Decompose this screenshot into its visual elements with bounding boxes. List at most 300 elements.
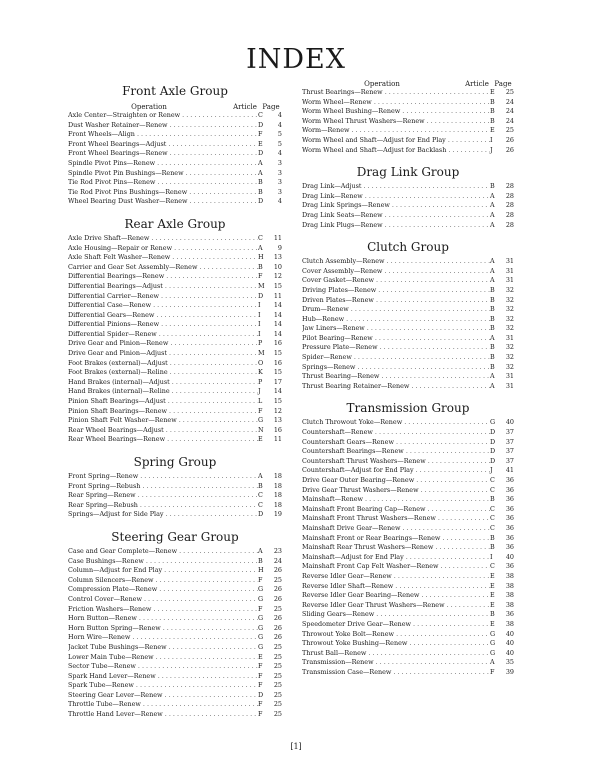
operation-text: Speedometer Drive Gear—Renew . . .: [302, 620, 490, 630]
page-number-ref: 3: [277, 158, 282, 167]
page-number-ref: 4: [277, 120, 282, 129]
index-entry: [68, 653, 282, 663]
index-entry: [302, 649, 514, 659]
index-entry: [68, 282, 282, 292]
operation-text: Differential Gears—Renew . . .: [68, 311, 258, 321]
operation-text: Case and Gear Complete—Renew . . .: [68, 547, 258, 557]
article-letter: E: [490, 619, 495, 628]
operation-text: Cover Gasket—Renew . . .: [302, 276, 490, 286]
operation-text: Spark Hand Lever—Renew . . .: [68, 672, 258, 682]
page-number-ref: 24: [505, 107, 514, 116]
index-entry: [68, 378, 282, 388]
index-entry: [302, 601, 514, 611]
page-number-ref: 28: [505, 191, 514, 200]
article-letter: C: [258, 491, 263, 500]
index-entry: [68, 416, 282, 426]
page-number-ref: 16: [273, 358, 282, 367]
index-entry: [68, 624, 282, 634]
page-number-ref: 18: [273, 491, 282, 500]
page-number-ref: 25: [273, 662, 282, 671]
operation-text: Drag Link Springs—Renew . . .: [302, 201, 490, 211]
operation-text: Carrier and Gear Set Assembly—Renew . . .: [68, 263, 258, 273]
index-group-continued-group: [302, 78, 514, 159]
index-entry: [302, 353, 514, 363]
article-letter: A: [490, 201, 495, 210]
article-letter: F: [258, 604, 263, 613]
index-entry: [302, 201, 514, 211]
page-number-ref: 38: [505, 600, 514, 609]
index-entry: [68, 510, 282, 520]
page-number-ref: 32: [505, 324, 514, 333]
index-entry: [302, 192, 514, 202]
index-entry: [302, 514, 514, 524]
operation-text: Countershaft—Renew . . .: [302, 428, 490, 438]
index-entry: [302, 457, 514, 467]
article-letter: B: [490, 116, 495, 125]
operation-text: Mainshaft Front or Rear Bearings—Renew . . .: [302, 534, 490, 544]
operation-text: Mainshaft—Renew . . .: [302, 495, 490, 505]
article-letter: D: [258, 510, 264, 519]
page-number-ref: 32: [505, 353, 514, 362]
index-entry: [68, 633, 282, 643]
page-number-ref: 4: [277, 149, 282, 158]
article-letter: E: [490, 581, 495, 590]
page-number-ref: 25: [273, 710, 282, 719]
index-entry: [302, 524, 514, 534]
group-title: Drag Link Group: [356, 165, 460, 180]
article-letter: A: [490, 257, 495, 266]
operation-text: Hand Brakes (internal)—Reline . . .: [68, 387, 258, 397]
operation-text: Clutch Throwout Yoke—Renew . . .: [302, 418, 490, 428]
page-number-ref: 26: [273, 623, 282, 632]
article-letter: M: [258, 349, 265, 358]
article-letter: D: [490, 456, 496, 465]
article-letter: C: [490, 485, 495, 494]
page-number-ref: 23: [273, 546, 282, 555]
operation-text: Front Wheels—Align . . .: [68, 130, 258, 140]
article-letter: C: [258, 500, 263, 509]
article-letter: B: [490, 295, 495, 304]
article-letter: E: [490, 88, 495, 96]
index-entry: [68, 197, 282, 207]
operation-text: Column Silencers—Renew . . .: [68, 576, 258, 586]
operation-text: Throwout Yoke Bolt—Renew . . .: [302, 630, 490, 640]
article-letter: F: [258, 671, 263, 680]
article-letter: B: [490, 353, 495, 362]
index-entry: [302, 610, 514, 620]
page-number-ref: 10: [273, 262, 282, 271]
page-number-ref: 26: [273, 633, 282, 642]
index-entry: [68, 330, 282, 340]
operation-text: Differential Bearings—Adjust . . .: [68, 282, 258, 292]
operation-text: Drive Gear Outer Bearing—Renew . . .: [302, 476, 490, 486]
index-entry: [302, 267, 514, 277]
article-letter: A: [490, 210, 495, 219]
operation-text: Front Spring—Rebush . . .: [68, 482, 258, 492]
page-number-ref: 37: [505, 456, 514, 465]
article-letter: A: [490, 191, 495, 200]
operation-text: Throwout Yoke Bushing—Renew . . .: [302, 639, 490, 649]
operation-text: Spindle Pivot Pin Bushings—Renew . . .: [68, 169, 258, 179]
index-entry: [68, 339, 282, 349]
article-letter: G: [490, 639, 496, 648]
operation-text: Foot Brakes (external)—Reline . . .: [68, 368, 258, 378]
article-letter: B: [258, 262, 263, 271]
article-letter: C: [490, 514, 495, 523]
operation-text: Countershaft Bearings—Renew . . .: [302, 447, 490, 457]
article-letter: A: [490, 220, 495, 229]
index-entry: [68, 253, 282, 263]
index-entry: [302, 382, 514, 392]
page-number-ref: 36: [505, 485, 514, 494]
index-entry: [68, 397, 282, 407]
index-entry: [302, 562, 514, 572]
article-letter: L: [258, 397, 263, 406]
page-header: Page: [494, 80, 512, 88]
index-entry: [302, 221, 514, 231]
page-number-ref: 32: [505, 305, 514, 314]
operation-text: Differential Case—Renew . . .: [68, 301, 258, 311]
index-entry: [68, 130, 282, 140]
article-letter: B: [490, 107, 495, 116]
page-number-ref: 16: [273, 425, 282, 434]
page-number-ref: 11: [273, 291, 282, 300]
article-letter: F: [490, 667, 495, 676]
index-entry: [68, 169, 282, 179]
operation-text: Mainshaft Front Bearing Cap—Renew . . .: [302, 505, 490, 515]
page-number-ref: 40: [505, 552, 514, 561]
article-letter: F: [258, 575, 263, 584]
article-letter: A: [258, 243, 263, 252]
article-letter: G: [258, 623, 264, 632]
group-title: Spring Group: [133, 455, 217, 469]
operation-text: Pinion Shaft Bearings—Adjust . . .: [68, 397, 258, 407]
index-entry: [68, 111, 282, 121]
page-number-ref: 38: [505, 581, 514, 590]
article-letter: E: [490, 600, 495, 609]
operation-text: Tie Rod Pivot Pins Bushings—Renew . . .: [68, 188, 258, 198]
page-number-ref: 41: [505, 466, 514, 475]
page-number-ref: 26: [273, 614, 282, 623]
article-letter: B: [258, 187, 263, 196]
operation-text: Rear Spring—Rebush . . .: [68, 501, 258, 511]
index-entry: [302, 343, 514, 353]
operation-text: Control Cover—Renew . . .: [68, 595, 258, 605]
operation-text: Springs—Adjust for Side Play . . .: [68, 510, 258, 520]
operation-text: Steering Gear Lever—Renew . . .: [68, 691, 258, 701]
operation-text: Worm Wheel and Shaft—Adjust for Backlash . . .: [302, 146, 490, 156]
page-number-ref: 13: [273, 253, 282, 262]
page-number-ref: 26: [273, 594, 282, 603]
operation-text: Worm Wheel Thrust Washers—Renew . . .: [302, 117, 490, 127]
article-letter: A: [258, 546, 263, 555]
article-letter: I: [258, 301, 261, 310]
page-number-ref: 37: [505, 437, 514, 446]
index-entry: [68, 566, 282, 576]
article-letter: P: [258, 377, 263, 386]
index-entry: [302, 286, 514, 296]
page-number-ref: 32: [505, 362, 514, 371]
index-entry: [302, 372, 514, 382]
page-number-ref: 11: [273, 233, 282, 242]
operation-text: Drum—Renew . . .: [302, 305, 490, 315]
article-letter: D: [490, 437, 496, 446]
operation-text: Countershaft Gears—Renew . . .: [302, 438, 490, 448]
operation-text: Thrust Bearing—Renew . . .: [302, 372, 490, 382]
operation-text: Spider—Renew . . .: [302, 353, 490, 363]
article-letter: B: [490, 610, 495, 619]
index-entry: [68, 368, 282, 378]
operation-text: Friction Washers—Renew . . .: [68, 605, 258, 615]
page-number-ref: 13: [273, 416, 282, 425]
page-number-ref: 36: [505, 514, 514, 523]
index-entry: [68, 472, 282, 482]
index-entry: [68, 234, 282, 244]
operation-text: Springs—Renew . . .: [302, 363, 490, 373]
page-title: INDEX: [246, 44, 346, 75]
page-number-ref: 4: [277, 197, 282, 206]
operation-text: Jacket Tube Bushings—Renew . . .: [68, 643, 258, 653]
article-letter: B: [258, 556, 263, 565]
article-letter: K: [258, 368, 263, 377]
article-letter: A: [490, 381, 495, 390]
index-group-rear-axle-group: [68, 217, 282, 449]
page-number-ref: 31: [505, 333, 514, 342]
group-title: Clutch Group: [367, 240, 449, 255]
index-entry: [302, 117, 514, 127]
page-number-ref: 36: [505, 476, 514, 484]
page-number-ref: 40: [505, 629, 514, 638]
operation-text: Worm Wheel—Renew . . .: [302, 98, 490, 108]
index-entry: [68, 643, 282, 653]
operation-text: Jaw Liners—Renew . . .: [302, 324, 490, 334]
article-letter: D: [258, 291, 264, 300]
page-number-ref: 31: [505, 381, 514, 390]
operation-text: Mainshaft Rear Thrust Washers—Renew . . .: [302, 543, 490, 553]
page-number-ref: 24: [273, 556, 282, 565]
article-letter: D: [258, 120, 264, 129]
article-letter: D: [490, 447, 496, 456]
index-entry: [68, 585, 282, 595]
operation-text: Pinion Shaft Bearings—Renew . . .: [68, 407, 258, 417]
index-entry: [302, 553, 514, 563]
operation-text: Axle Shaft Felt Washer—Renew . . .: [68, 253, 258, 263]
index-group-spring-group: [68, 455, 282, 524]
page-number-ref: 28: [505, 220, 514, 229]
page-number-ref: 31: [505, 257, 514, 266]
article-letter: G: [258, 614, 264, 623]
article-letter: I: [490, 135, 493, 144]
page-number-ref: 18: [273, 481, 282, 490]
operation-text: Tie Rod Pivot Pins—Renew . . .: [68, 178, 258, 188]
operation-header: Operation: [364, 80, 400, 88]
index-group-steering-gear-group: [68, 530, 282, 724]
index-entry: [302, 418, 514, 428]
page-number-ref: 28: [505, 201, 514, 210]
index-entry: [302, 334, 514, 344]
page-number-ref: 15: [273, 368, 282, 377]
article-letter: B: [258, 481, 263, 490]
page-number-ref: 32: [505, 295, 514, 304]
operation-text: Rear Wheel Bearings—Renew . . .: [68, 435, 258, 445]
index-group-transmission-group: [302, 401, 514, 681]
article-letter: J: [258, 387, 261, 396]
page-number-ref: 3: [277, 178, 282, 187]
operation-text: Mainshaft Front Thrust Washers—Renew . . .: [302, 514, 490, 524]
operation-text: Countershaft Thrust Washers—Renew . . .: [302, 457, 490, 467]
article-letter: B: [490, 314, 495, 323]
article-letter: I: [258, 310, 261, 319]
operation-text: Cover Assembly—Renew . . .: [302, 267, 490, 277]
operation-text: Reverse Idler Shaft—Renew . . .: [302, 582, 490, 592]
article-letter: J: [490, 145, 493, 154]
page-number-ref: 24: [505, 97, 514, 106]
operation-text: Transmission—Renew . . .: [302, 658, 490, 668]
page-number-ref: 28: [505, 210, 514, 219]
index-entry: [68, 159, 282, 169]
index-entry: [302, 505, 514, 515]
index-entry: [302, 630, 514, 640]
operation-text: Wheel Bearing Dust Washer—Renew . . .: [68, 197, 258, 207]
index-entry: [302, 591, 514, 601]
article-letter: A: [490, 266, 495, 275]
page-number-ref: 14: [273, 329, 282, 338]
page-number-ref: 11: [273, 435, 282, 444]
page-number-ref: 32: [505, 343, 514, 352]
index-entry: [302, 620, 514, 630]
page-number-ref: 31: [505, 276, 514, 285]
page-number-ref: 25: [273, 690, 282, 699]
article-letter: A: [490, 333, 495, 342]
page-number-ref: 32: [505, 314, 514, 323]
operation-text: Thrust Bearings—Renew . . .: [302, 88, 490, 98]
operation-text: Drive Gear and Pinion—Adjust . . .: [68, 349, 258, 359]
article-letter: P: [258, 339, 263, 348]
operation-text: Driving Plates—Renew . . .: [302, 286, 490, 296]
page-number-ref: 19: [273, 510, 282, 519]
page-number-ref: 36: [505, 504, 514, 513]
article-letter: B: [490, 362, 495, 371]
page-number-ref: 36: [505, 543, 514, 552]
operation-text: Hand Brakes (internal)—Adjust . . .: [68, 378, 258, 388]
operation-text: Differential Carrier—Renew . . .: [68, 292, 258, 302]
index-entry: [302, 582, 514, 592]
article-letter: B: [490, 533, 495, 542]
page-number-ref: 15: [273, 397, 282, 406]
operation-text: Thrust Ball—Renew . . .: [302, 649, 490, 659]
article-header: Article: [233, 103, 257, 111]
page-number-ref: 25: [505, 126, 514, 135]
article-letter: G: [258, 633, 264, 642]
operation-text: Countershaft—Adjust for End Play . . .: [302, 466, 490, 476]
operation-text: Front Wheel Bearings—Renew . . .: [68, 149, 258, 159]
operation-text: Worm—Renew . . .: [302, 126, 490, 136]
page-number-ref: 9: [277, 243, 282, 252]
index-entry: [68, 387, 282, 397]
index-entry: [68, 272, 282, 282]
index-entry: [302, 136, 514, 146]
page-number-ref: 14: [273, 310, 282, 319]
article-letter: B: [490, 97, 495, 106]
operation-text: Drive Gear and Pinion—Renew . . .: [68, 339, 258, 349]
index-entry: [302, 182, 514, 192]
article-letter: H: [258, 253, 264, 262]
article-letter: G: [258, 585, 264, 594]
article-letter: G: [258, 594, 264, 603]
operation-text: Mainshaft Front Cap Felt Washer—Renew . . .: [302, 562, 490, 572]
index-entry: [68, 292, 282, 302]
operation-text: Reverse Idler Gear Bearing—Renew . . .: [302, 591, 490, 601]
page-number-ref: 18: [273, 472, 282, 480]
right-column: [302, 78, 514, 681]
operation-text: Drive Gear Thrust Washers—Renew . . .: [302, 486, 490, 496]
operation-text: Horn Button Spring—Renew . . .: [68, 624, 258, 634]
page-number-ref: 26: [505, 145, 514, 154]
article-letter: F: [258, 681, 263, 690]
article-letter: B: [490, 305, 495, 314]
page-number-ref: 36: [505, 610, 514, 619]
index-entry: [302, 486, 514, 496]
page-number-ref: 35: [505, 658, 514, 667]
index-entry: [302, 495, 514, 505]
page-header: Page: [262, 103, 280, 111]
page-number-ref: 25: [505, 88, 514, 96]
page-number-ref: 37: [505, 447, 514, 456]
index-entry: [302, 466, 514, 476]
index-entry: [68, 407, 282, 417]
article-letter: F: [258, 710, 263, 719]
index-entry: [302, 476, 514, 486]
page-number-ref: 40: [505, 639, 514, 648]
index-entry: [68, 691, 282, 701]
article-letter: I: [258, 320, 261, 329]
index-entry: [68, 710, 282, 720]
index-entry: [302, 211, 514, 221]
article-letter: F: [258, 700, 263, 709]
operation-text: Transmission Case—Renew . . .: [302, 668, 490, 678]
page-number-ref: 5: [277, 130, 282, 139]
article-letter: C: [490, 523, 495, 532]
group-title: Transmission Group: [346, 401, 470, 416]
page-number-ref: 26: [273, 585, 282, 594]
page-number-ref: 24: [505, 116, 514, 125]
operation-text: Horn Wire—Renew . . .: [68, 633, 258, 643]
article-letter: B: [490, 324, 495, 333]
article-letter: J: [490, 466, 493, 475]
article-letter: C: [258, 111, 263, 119]
operation-text: Drag Link Plugs—Renew . . .: [302, 221, 490, 231]
operation-text: Rear Wheel Bearings—Adjust . . .: [68, 426, 258, 436]
page-number-ref: 25: [273, 604, 282, 613]
index-entry: [68, 662, 282, 672]
article-letter: C: [490, 562, 495, 571]
article-letter: B: [490, 182, 495, 191]
operation-text: Axle Housing—Repair or Renew . . .: [68, 244, 258, 254]
operation-header: Operation: [131, 103, 167, 111]
operation-text: Foot Brakes (external)—Adjust . . .: [68, 359, 258, 369]
page-number-ref: 3: [277, 168, 282, 177]
column-header: [68, 101, 282, 111]
page-number-ref: 38: [505, 619, 514, 628]
index-entry: [68, 140, 282, 150]
article-letter: C: [258, 233, 263, 242]
article-letter: E: [490, 571, 495, 580]
operation-text: Axle Drive Shaft—Renew . . .: [68, 234, 258, 244]
index-entry: [302, 315, 514, 325]
article-letter: G: [490, 418, 496, 427]
page-number-ref: 3: [277, 187, 282, 196]
article-letter: D: [258, 197, 264, 206]
